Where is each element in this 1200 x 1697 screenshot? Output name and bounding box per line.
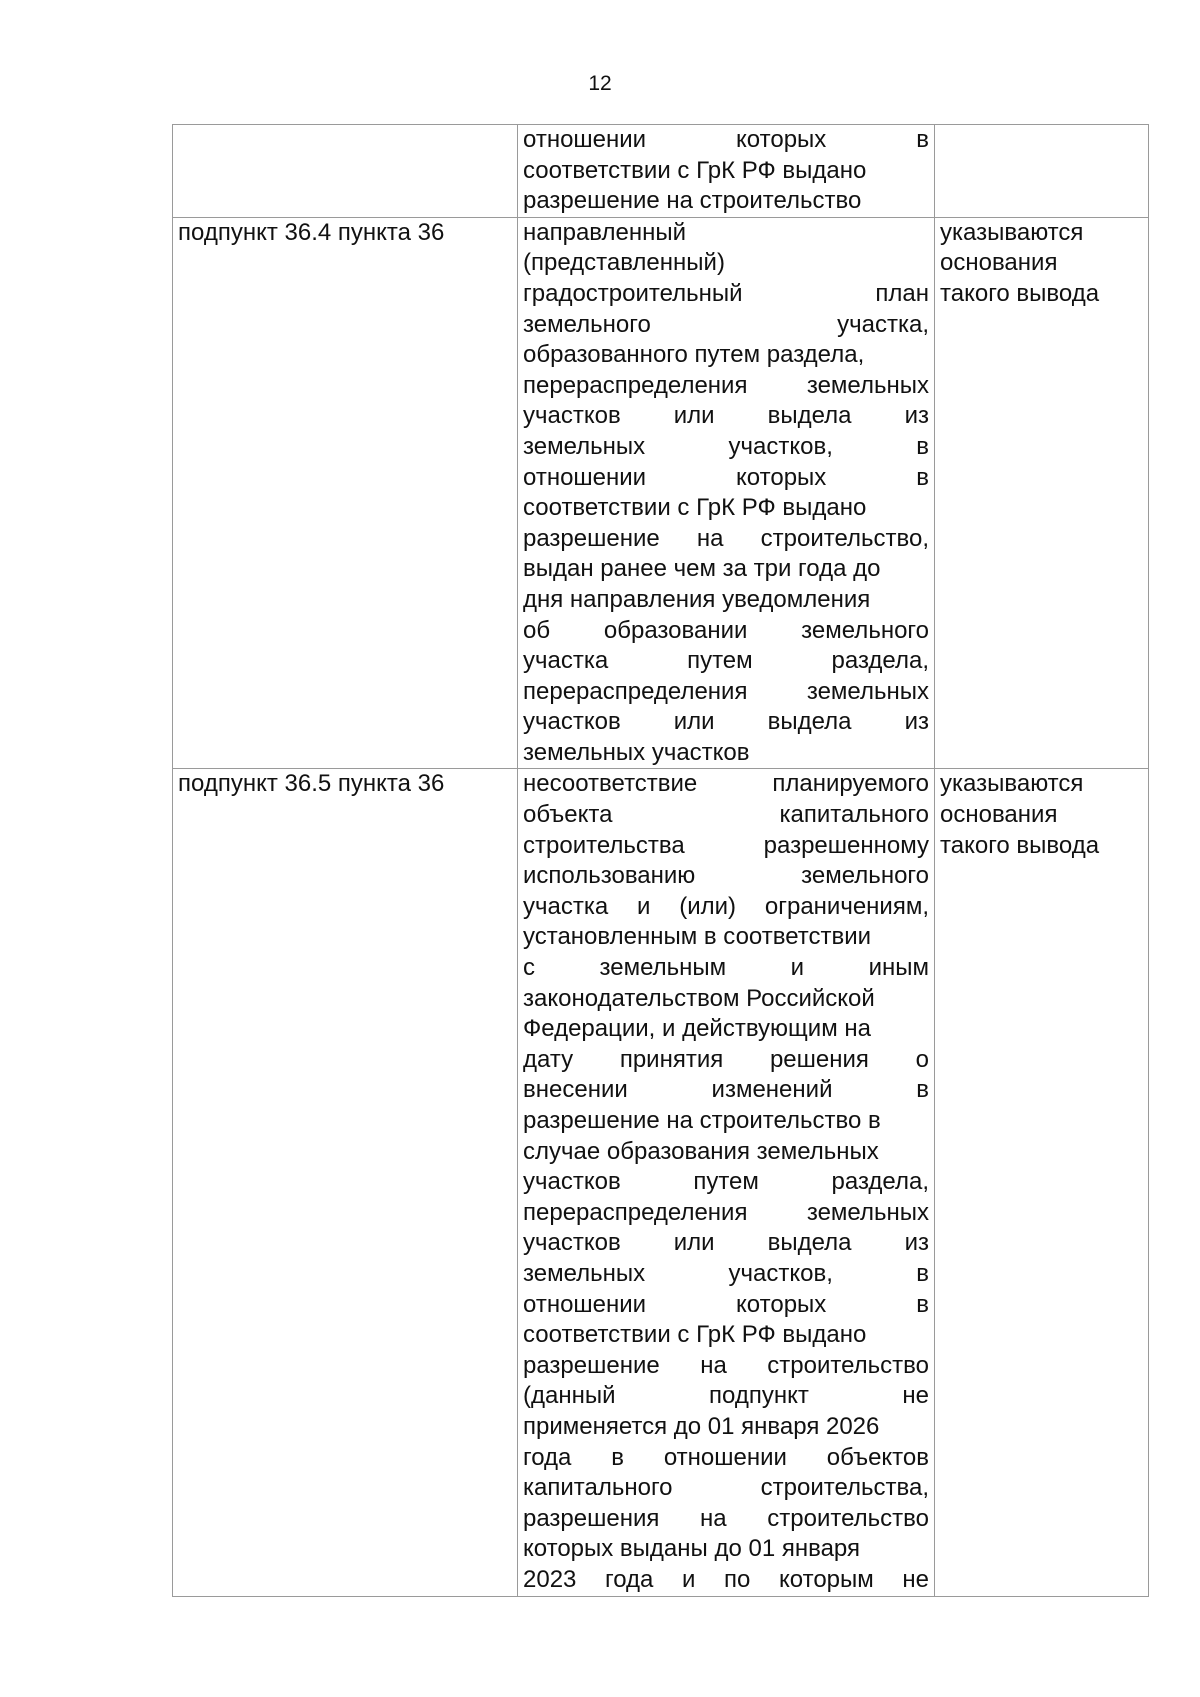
table-row [173, 125, 1149, 218]
content-line: участков путем раздела, [523, 1168, 929, 1196]
content-line: капитального строительства, [523, 1474, 929, 1502]
reference-cell [173, 769, 518, 1596]
content-line: соответствии с ГрК РФ выдано [523, 494, 867, 522]
reference-text: подпункт 36.4 пункта 36 [178, 218, 445, 246]
content-line: земельных участков, в [523, 432, 929, 460]
content-line: разрешение на строительство, [523, 524, 929, 552]
content-line: земельного участка, [523, 310, 929, 338]
reference-cell [173, 125, 518, 218]
content-line: участков или выдела из [523, 708, 929, 736]
content-line: участка путем раздела, [523, 647, 929, 675]
content-line: объекта капитального [523, 801, 929, 829]
content-line: которых выданы до 01 января [523, 1535, 860, 1563]
content-line: отношении которых в [523, 126, 929, 153]
content-line: (данный подпункт не [523, 1382, 929, 1410]
content-line: образованного путем раздела, [523, 341, 865, 369]
content-line: соответствии с ГрК РФ выдано [523, 1321, 867, 1349]
content-line: с земельным и иным [523, 954, 929, 982]
content-line: об образовании земельного [523, 616, 929, 644]
content-line: выдан ранее чем за три года до [523, 555, 881, 583]
content-line: разрешение на строительство [523, 1351, 929, 1379]
note-cell [935, 217, 1149, 769]
content-line: разрешения на строительство [523, 1504, 929, 1532]
content-line: разрешение на строительство [523, 187, 862, 215]
page-number: 12 [588, 72, 612, 95]
reference-text: подпункт 36.5 пункта 36 [178, 770, 445, 798]
content-line: года в отношении объектов [523, 1443, 929, 1471]
content-line: участков или выдела из [523, 1229, 929, 1257]
content-line: отношении которых в [523, 1290, 929, 1318]
content-line: участка и (или) ограничениям, [523, 892, 929, 920]
content-line: строительства разрешенному [523, 831, 929, 859]
content-line: направленный [523, 218, 687, 246]
content-line: внесении изменений в [523, 1076, 929, 1104]
content-line: перераспределения земельных [523, 1198, 929, 1226]
content-line: участков или выдела из [523, 402, 929, 430]
content-line: 2023 года и по которым не [523, 1565, 929, 1593]
content-line: перераспределения земельных [523, 677, 929, 705]
content-line: перераспределения земельных [523, 371, 929, 399]
content-line: соответствии с ГрК РФ выдано [523, 156, 867, 184]
content-cell [518, 217, 935, 769]
content-line: земельных участков [523, 738, 750, 766]
content-line: (представленный) [523, 249, 725, 277]
note-text: указываются основания такого вывода [940, 218, 1100, 307]
table-body [173, 125, 1149, 1597]
content-cell [518, 769, 935, 1596]
content-line: Федерации, и действующим на [523, 1015, 871, 1043]
content-line: использованию земельного [523, 862, 929, 890]
content-cell [518, 125, 935, 218]
document-table [172, 124, 1149, 1597]
content-line: случае образования земельных [523, 1137, 879, 1165]
content-line: несоответствие планируемого [523, 770, 929, 798]
content-line: дату принятия решения о [523, 1045, 929, 1073]
content-line: земельных участков, в [523, 1259, 929, 1287]
content-line: дня направления уведомления [523, 585, 871, 613]
reference-cell [173, 217, 518, 769]
content-line: применяется до 01 января 2026 [523, 1412, 880, 1440]
table-row [173, 769, 1149, 1596]
content-line: установленным в соответствии [523, 923, 872, 951]
note-cell [935, 769, 1149, 1596]
note-cell [935, 125, 1149, 218]
table-row [173, 217, 1149, 769]
content-line: градостроительный план [523, 279, 929, 307]
content-line: законодательством Российской [523, 984, 875, 1012]
content-line: отношении которых в [523, 463, 929, 491]
content-line: разрешение на строительство в [523, 1107, 881, 1134]
note-text: указываются основания такого вывода [940, 770, 1100, 859]
